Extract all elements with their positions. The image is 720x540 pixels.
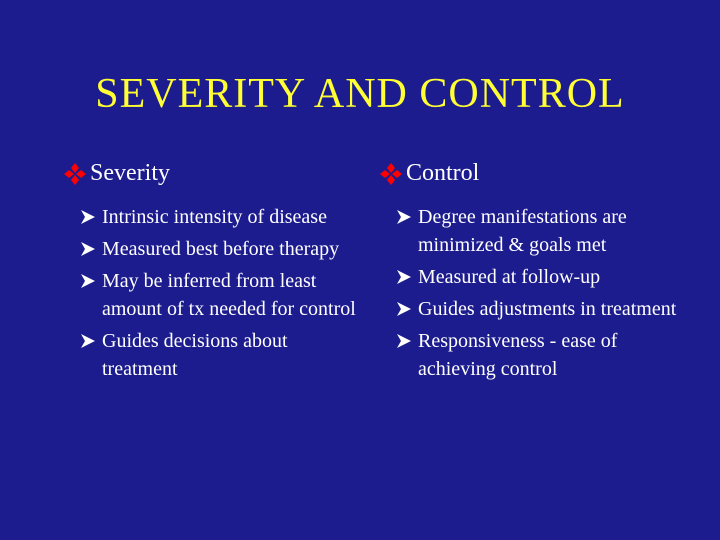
control-column	[378, 160, 678, 387]
control-heading-label: Control	[406, 160, 480, 186]
bullet-text: Measured best before therapy	[102, 238, 340, 260]
bullet-text: May be inferred from least amount of tx needed for control	[102, 270, 356, 320]
list-item	[396, 327, 678, 383]
bullet-text: Measured at follow-up	[418, 266, 601, 288]
bullet-text: Intrinsic intensity of disease	[102, 206, 327, 228]
severity-bullet-list	[62, 203, 362, 383]
arrow-bullet-icon	[80, 209, 96, 225]
list-item	[80, 327, 362, 383]
arrow-bullet-icon	[80, 241, 96, 257]
arrow-bullet-icon	[396, 301, 412, 317]
control-bullet-list	[378, 203, 678, 383]
bullet-text: Responsiveness - ease of achieving control	[418, 330, 618, 380]
list-item	[80, 235, 362, 263]
arrow-bullet-icon	[396, 209, 412, 225]
slide-title: SEVERITY AND CONTROL	[95, 71, 625, 117]
bullet-text: Guides decisions about treatment	[102, 330, 288, 380]
diamond-bullet-icon	[378, 161, 404, 187]
severity-heading-label: Severity	[90, 160, 170, 186]
list-item	[80, 203, 362, 231]
arrow-bullet-icon	[80, 273, 96, 289]
control-heading	[378, 160, 678, 187]
list-item	[396, 263, 678, 291]
bullet-text: Degree manifestations are minimized & goals met	[418, 206, 627, 256]
list-item	[80, 267, 362, 323]
bullet-text: Guides adjustments in treatment	[418, 298, 677, 320]
severity-column	[62, 160, 362, 387]
diamond-bullet-icon	[62, 161, 88, 187]
list-item	[396, 203, 678, 259]
severity-heading	[62, 160, 362, 187]
arrow-bullet-icon	[80, 333, 96, 349]
list-item	[396, 295, 678, 323]
arrow-bullet-icon	[396, 333, 412, 349]
arrow-bullet-icon	[396, 269, 412, 285]
